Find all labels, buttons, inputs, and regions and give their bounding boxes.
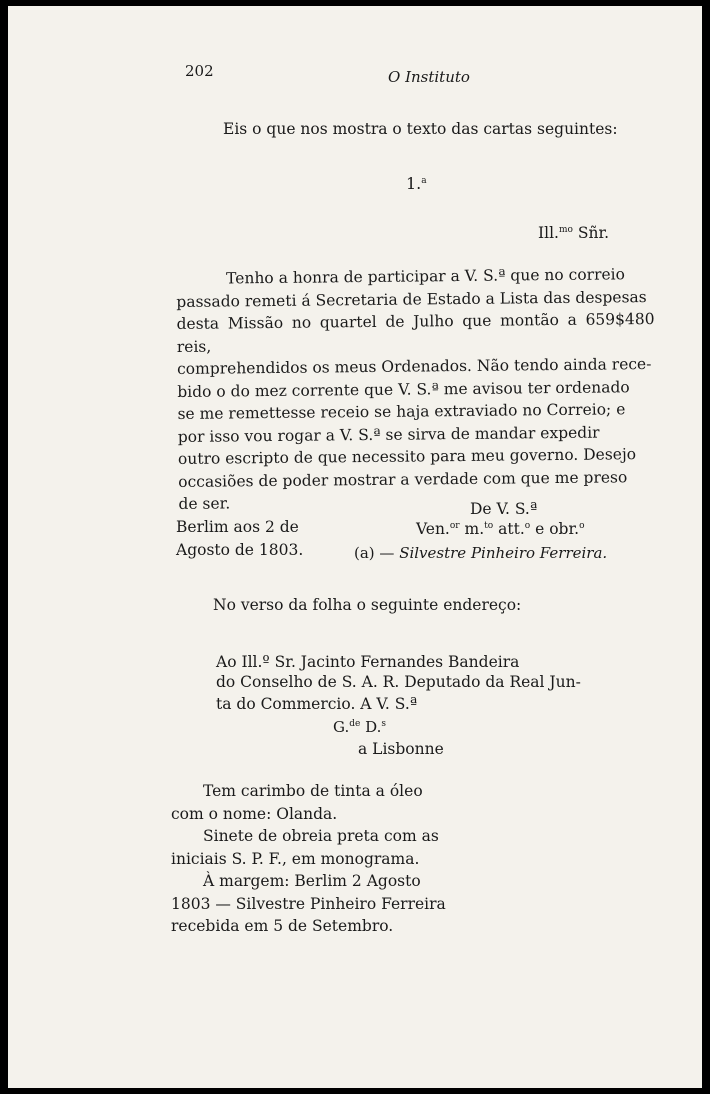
- book-page: [8, 6, 702, 1088]
- body-line: passado remeti á Secretaria de Estado a Lista das despesas: [176, 287, 647, 311]
- body-line: se me remettesse receio se haja extraviado no Correio; e: [177, 400, 626, 423]
- address-line-5: a Lisbonne: [358, 740, 444, 758]
- address-line-2: do Conselho de S. A. R. Deputado da Real Jun-: [216, 673, 581, 691]
- body-line: por isso vou rogar a V. S.ª se sirva de mandar expedir: [177, 423, 600, 446]
- note-line: 1803 — Silvestre Pinheiro Ferreira: [171, 894, 446, 913]
- letter-place-date: Berlim aos 2 de Agosto de 1803.: [176, 518, 304, 559]
- body-line: de ser.: [178, 494, 231, 513]
- letter-signature: (a) — Silvestre Pinheiro Ferreira.: [354, 544, 608, 562]
- address-line-4: G.$^{de}$ D.$^s$: [333, 718, 386, 736]
- body-line: comprehendidos os meus Ordenados. Não tendo ainda rece-: [176, 355, 652, 378]
- address-line-1: Ao Ill.º Sr. Jacinto Fernandes Bandeira: [216, 653, 520, 671]
- body-line: desta Missão no quartel de Julho que montão a 659$480 reis,: [176, 309, 655, 356]
- note-line: recebida em 5 de Setembro.: [171, 917, 394, 935]
- letter-body: [176, 263, 657, 515]
- running-title: O Instituto: [388, 68, 470, 86]
- body-line: occasiões de poder mostrar a verdade com que me preso: [178, 467, 628, 491]
- address-line-3: ta do Commercio. A V. S.ª: [216, 695, 418, 713]
- letter-closing: De V. S.ª: [470, 500, 538, 518]
- note-line: iniciais S. P. F., em monograma.: [171, 849, 420, 868]
- note-line: com o nome: Olanda.: [171, 804, 338, 823]
- page-number: 202: [185, 62, 214, 80]
- note-line: À margem: Berlim 2 Agosto: [203, 872, 421, 890]
- body-line: outro escripto de que necessito para meu governo. Desejo: [177, 445, 637, 468]
- notes-block: [171, 780, 471, 938]
- letter-salutation: Ill.$^{mo}$ Sñr.: [538, 224, 610, 242]
- letter-number: 1.$^a$: [406, 174, 427, 193]
- verso-line: No verso da folha o seguinte endereço:: [213, 596, 522, 614]
- note-line: Tem carimbo de tinta a óleo: [203, 782, 423, 800]
- body-line: bido o do mez corrente que V. S.ª me avisou ter ordenado: [177, 377, 630, 401]
- letter-valediction: Ven.$^{or}$ m.$^{to}$ att.$^o$ e obr.$^o$: [416, 520, 585, 538]
- note-line: Sinete de obreia preta com as: [203, 827, 439, 845]
- body-line: Tenho a honra de participar a V. S.ª que no correio: [226, 265, 626, 288]
- intro-line: Eis o que nos mostra o texto das cartas seguintes:: [223, 120, 618, 138]
